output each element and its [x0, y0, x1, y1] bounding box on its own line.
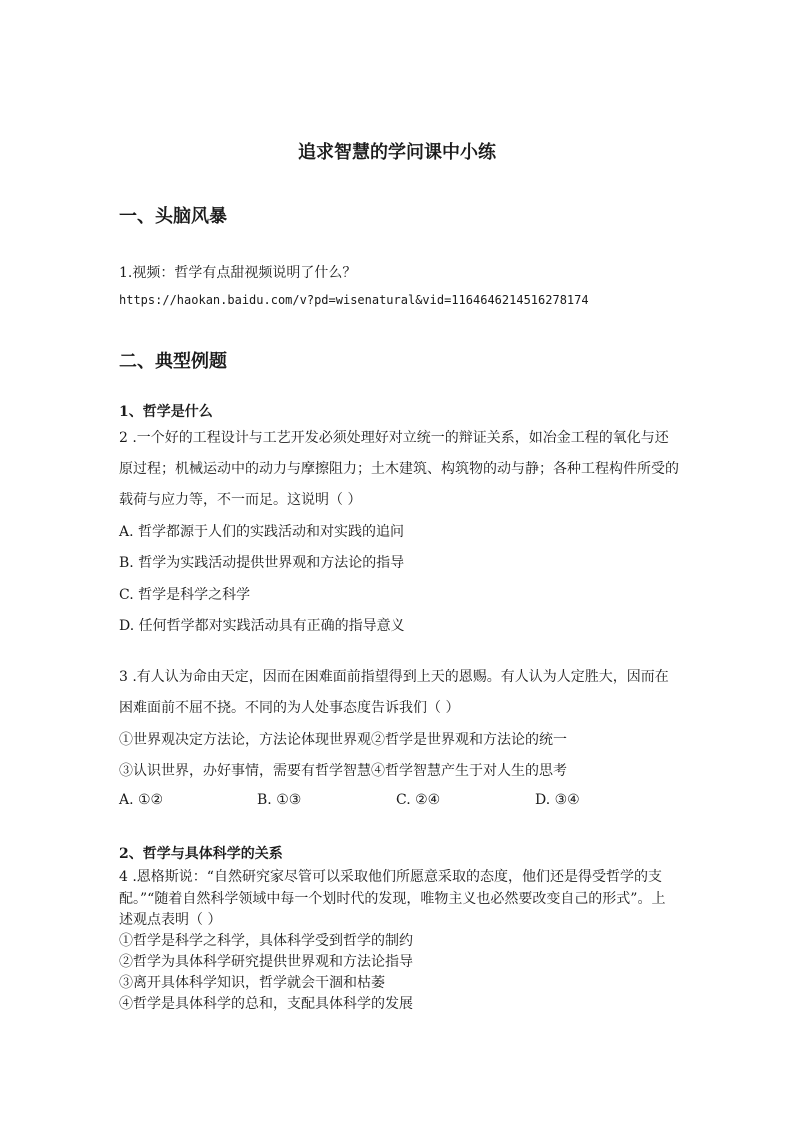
question-3-line: 3 .有人认为命由天定，因而在困难面前指望得到上天的恩赐。有人认为人定胜大，因而在	[119, 669, 669, 685]
question-1: 1.视频：哲学有点甜视频说明了什么？	[119, 265, 357, 281]
question-3-option-a: A. ①②	[119, 792, 164, 808]
question-2-option-b: B. 哲学为实践活动提供世界观和方法论的指导	[119, 555, 405, 571]
question-2-line: 原过程；机械运动中的动力与摩擦阻力；土木建筑、构筑物的动与静；各种工程构件所受的	[119, 461, 679, 477]
question-3-option-b: B. ①③	[257, 792, 302, 808]
subheading-philosophy-and-science: 2、哲学与具体科学的关系	[119, 846, 283, 862]
question-3-line: 困难面前不屈不挠。不同的为人处事态度告诉我们（ ）	[119, 700, 460, 716]
subheading-what-is-philosophy: 1、哲学是什么	[119, 404, 213, 420]
question-2-option-d: D. 任何哲学都对实践活动具有正确的指导意义	[119, 618, 405, 634]
question-4-line: 4 .恩格斯说：“自然研究家尽管可以采取他们所愿意采取的态度，他们还是得受哲学的支	[119, 869, 662, 885]
question-4-statement: ②哲学为具体科学研究提供世界观和方法论指导	[119, 954, 413, 970]
question-2-line: 载荷与应力等，不一而足。这说明（ ）	[119, 492, 362, 508]
video-url: https://haokan.baidu.com/v?pd=wisenatural&vid=1164646214516278174	[119, 293, 589, 307]
question-3-statement: ③认识世界，办好事情，需要有哲学智慧④哲学智慧产生于对人生的思考	[119, 763, 567, 779]
question-3-statement: ①世界观决定方法论，方法论体现世界观②哲学是世界观和方法论的统一	[119, 732, 567, 748]
question-2-option-a: A. 哲学都源于人们的实践活动和对实践的追问	[119, 524, 405, 540]
question-4-statement: ④哲学是具体科学的总和，支配具体科学的发展	[119, 996, 413, 1012]
question-2-option-c: C. 哲学是科学之科学	[119, 587, 251, 603]
section-heading-examples: 二、典型例题	[119, 351, 227, 372]
question-4-statement: ①哲学是科学之科学，具体科学受到哲学的制约	[119, 933, 413, 949]
question-4-line: 述观点表明（ ）	[119, 912, 222, 928]
question-3-option-c: C. ②④	[396, 792, 441, 808]
question-4-statement: ③离开具体科学知识，哲学就会干涸和枯萎	[119, 975, 385, 991]
question-3-option-d: D. ③④	[535, 792, 580, 808]
page-title: 追求智慧的学问课中小练	[298, 142, 496, 163]
question-2-line: 2 .一个好的工程设计与工艺开发必须处理好对立统一的辩证关系，如冶金工程的氧化与还	[119, 430, 669, 446]
question-4-line: 配。”“随着自然科学领域中每一个划时代的发现，唯物主义也必然要改变自己的形式”。上	[119, 891, 666, 907]
section-heading-brainstorm: 一、头脑风暴	[119, 206, 227, 227]
